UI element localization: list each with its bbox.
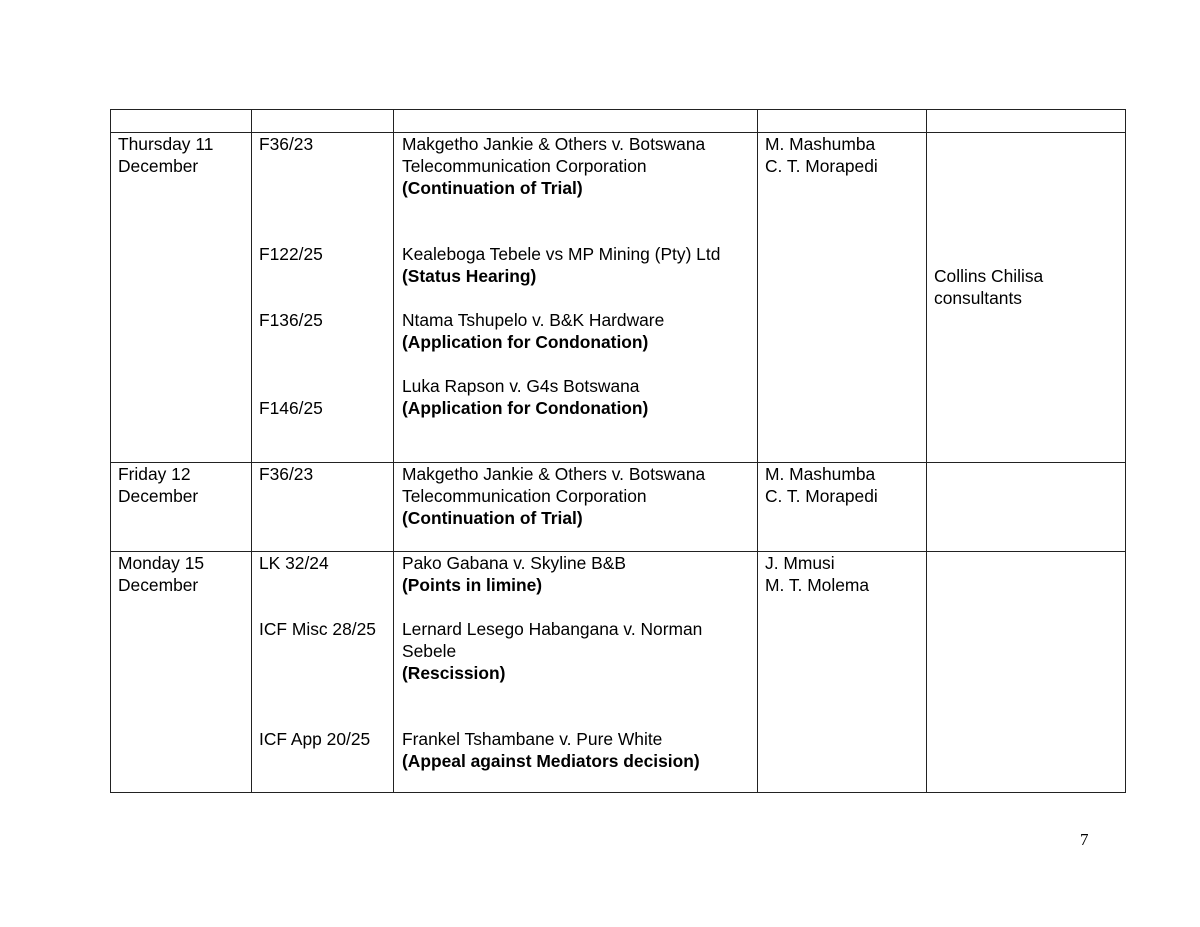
representative: Collins Chilisa	[934, 266, 1044, 286]
case-number: F122/25	[259, 244, 323, 264]
case-title: Telecommunication Corporation	[402, 486, 647, 506]
case-title: Luka Rapson v. G4s Botswana	[402, 376, 640, 396]
case-title: Kealeboga Tebele vs MP Mining (Pty) Ltd	[402, 244, 721, 264]
case-number: ICF Misc 28/25	[259, 619, 376, 639]
case-number: F36/23	[259, 134, 314, 154]
case-number: ICF App 20/25	[259, 729, 371, 749]
case-title: Lernard Lesego Habangana v. Norman	[402, 619, 703, 639]
case-status: (Appeal against Mediators decision)	[402, 751, 700, 771]
case-status: (Status Hearing)	[402, 266, 537, 286]
panel-member: C. T. Morapedi	[765, 156, 878, 176]
case-status: (Application for Condonation)	[402, 398, 649, 418]
date-cell: December	[118, 486, 199, 506]
case-title: Makgetho Jankie & Others v. Botswana	[402, 464, 706, 484]
column-divider	[251, 110, 252, 792]
representative: consultants	[934, 288, 1022, 308]
case-number: LK 32/24	[259, 553, 329, 573]
case-number: F36/23	[259, 464, 314, 484]
column-divider	[393, 110, 394, 792]
case-title: Makgetho Jankie & Others v. Botswana	[402, 134, 706, 154]
case-status: (Rescission)	[402, 663, 506, 683]
case-title: Ntama Tshupelo v. B&K Hardware	[402, 310, 665, 330]
case-title: Pako Gabana v. Skyline B&B	[402, 553, 626, 573]
case-status: (Points in limine)	[402, 575, 543, 595]
panel-member: J. Mmusi	[765, 553, 835, 573]
date-cell: Friday 12	[118, 464, 191, 484]
case-title: Sebele	[402, 641, 457, 661]
case-status: (Application for Condonation)	[402, 332, 649, 352]
panel-member: M. Mashumba	[765, 464, 876, 484]
case-status: (Continuation of Trial)	[402, 508, 583, 528]
date-cell: Thursday 11	[118, 134, 214, 154]
cause-list-table	[110, 109, 1126, 793]
page-number: 7	[1080, 830, 1089, 849]
panel-member: M. Mashumba	[765, 134, 876, 154]
case-title: Telecommunication Corporation	[402, 156, 647, 176]
case-number: F146/25	[259, 398, 323, 418]
date-cell: December	[118, 156, 199, 176]
date-cell: Monday 15	[118, 553, 205, 573]
date-cell: December	[118, 575, 199, 595]
case-number: F136/25	[259, 310, 323, 330]
case-status: (Continuation of Trial)	[402, 178, 583, 198]
case-title: Frankel Tshambane v. Pure White	[402, 729, 663, 749]
panel-member: C. T. Morapedi	[765, 486, 878, 506]
column-divider	[757, 110, 758, 792]
panel-member: M. T. Molema	[765, 575, 870, 595]
column-divider	[926, 110, 927, 792]
